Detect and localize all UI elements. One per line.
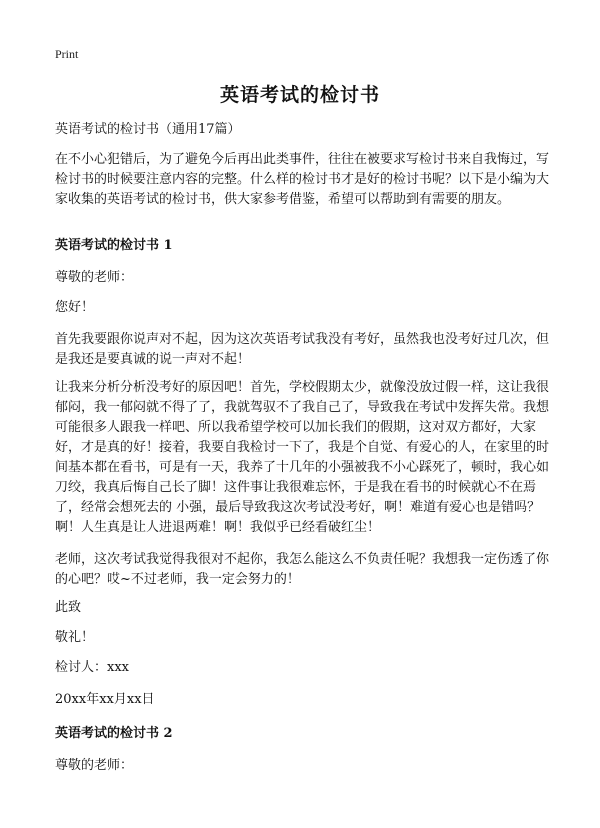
section-1-paragraph-2: 让我来分析分析没考好的原因吧！首先，学校假期太少，就像没放过假一样，这让我很郁闷，我一郁闷就不得了了，我就驾驭不了我自己了，导致我在考试中发挥失常。我想可能很多人跟我一样吧、所以我希望学校可以加长我们的假期，这对双方都好，大家好，才是真的好！接着，我要自我检讨一下了，我是个自觉、有爱心的人，在家里的时间基本都在看书，可是有一天，我养了十几年的小强被我不小心踩死了，顿时，我心如刀绞，我真后悔自己长了脚！这件事让我很难忘怀，于是我在看书的时候就心不在焉了，经常会想死去的 小强，最后导致我这次考试没考好，啊！难道有爱心也是错吗？啊！人生真是让人进退两难！啊！我似乎已经看破红尘！ bbox=[55, 380, 550, 535]
section-2-salutation: 尊敬的老师： bbox=[55, 758, 134, 773]
section-1-heading: 英语考试的检讨书 1 bbox=[55, 238, 173, 253]
print-link[interactable]: Print bbox=[55, 47, 79, 61]
subtitle: 英语考试的检讨书（通用17篇） bbox=[55, 122, 241, 137]
intro-paragraph: 在不小心犯错后，为了避免今后再出此类事件，往往在被要求写检讨书来自我悔过，写检讨书的时候要注意内容的完整。什么样的检讨书才是好的检讨书呢？以下是小编为大家收集的英语考试的检讨书，供大家参考借鉴，希望可以帮助到有需要的朋友。 bbox=[55, 152, 550, 207]
section-2-heading: 英语考试的检讨书 2 bbox=[55, 726, 173, 741]
section-1-date: 20xx年xx月xx日 bbox=[55, 692, 155, 707]
page-title: 英语考试的检讨书 bbox=[219, 84, 380, 106]
section-1-closing-1: 此致 bbox=[55, 600, 82, 615]
section-1-paragraph-3: 老师，这次考试我觉得我很对不起你，我怎么能这么不负责任呢？我想我一定伤透了你的心吧？哎~不过老师，我一定会努力的！ bbox=[55, 552, 550, 587]
section-1-closing-2: 敬礼！ bbox=[55, 630, 95, 645]
section-1-greeting: 您好！ bbox=[55, 300, 95, 315]
section-1-signer: 检讨人：xxx bbox=[55, 660, 129, 675]
section-1-salutation: 尊敬的老师： bbox=[55, 270, 134, 285]
section-1-paragraph-1: 首先我要跟你说声对不起，因为这次英语考试我没有考好，虽然我也没考好过几次，但是我还是要真诚的说一声对不起！ bbox=[55, 332, 550, 367]
